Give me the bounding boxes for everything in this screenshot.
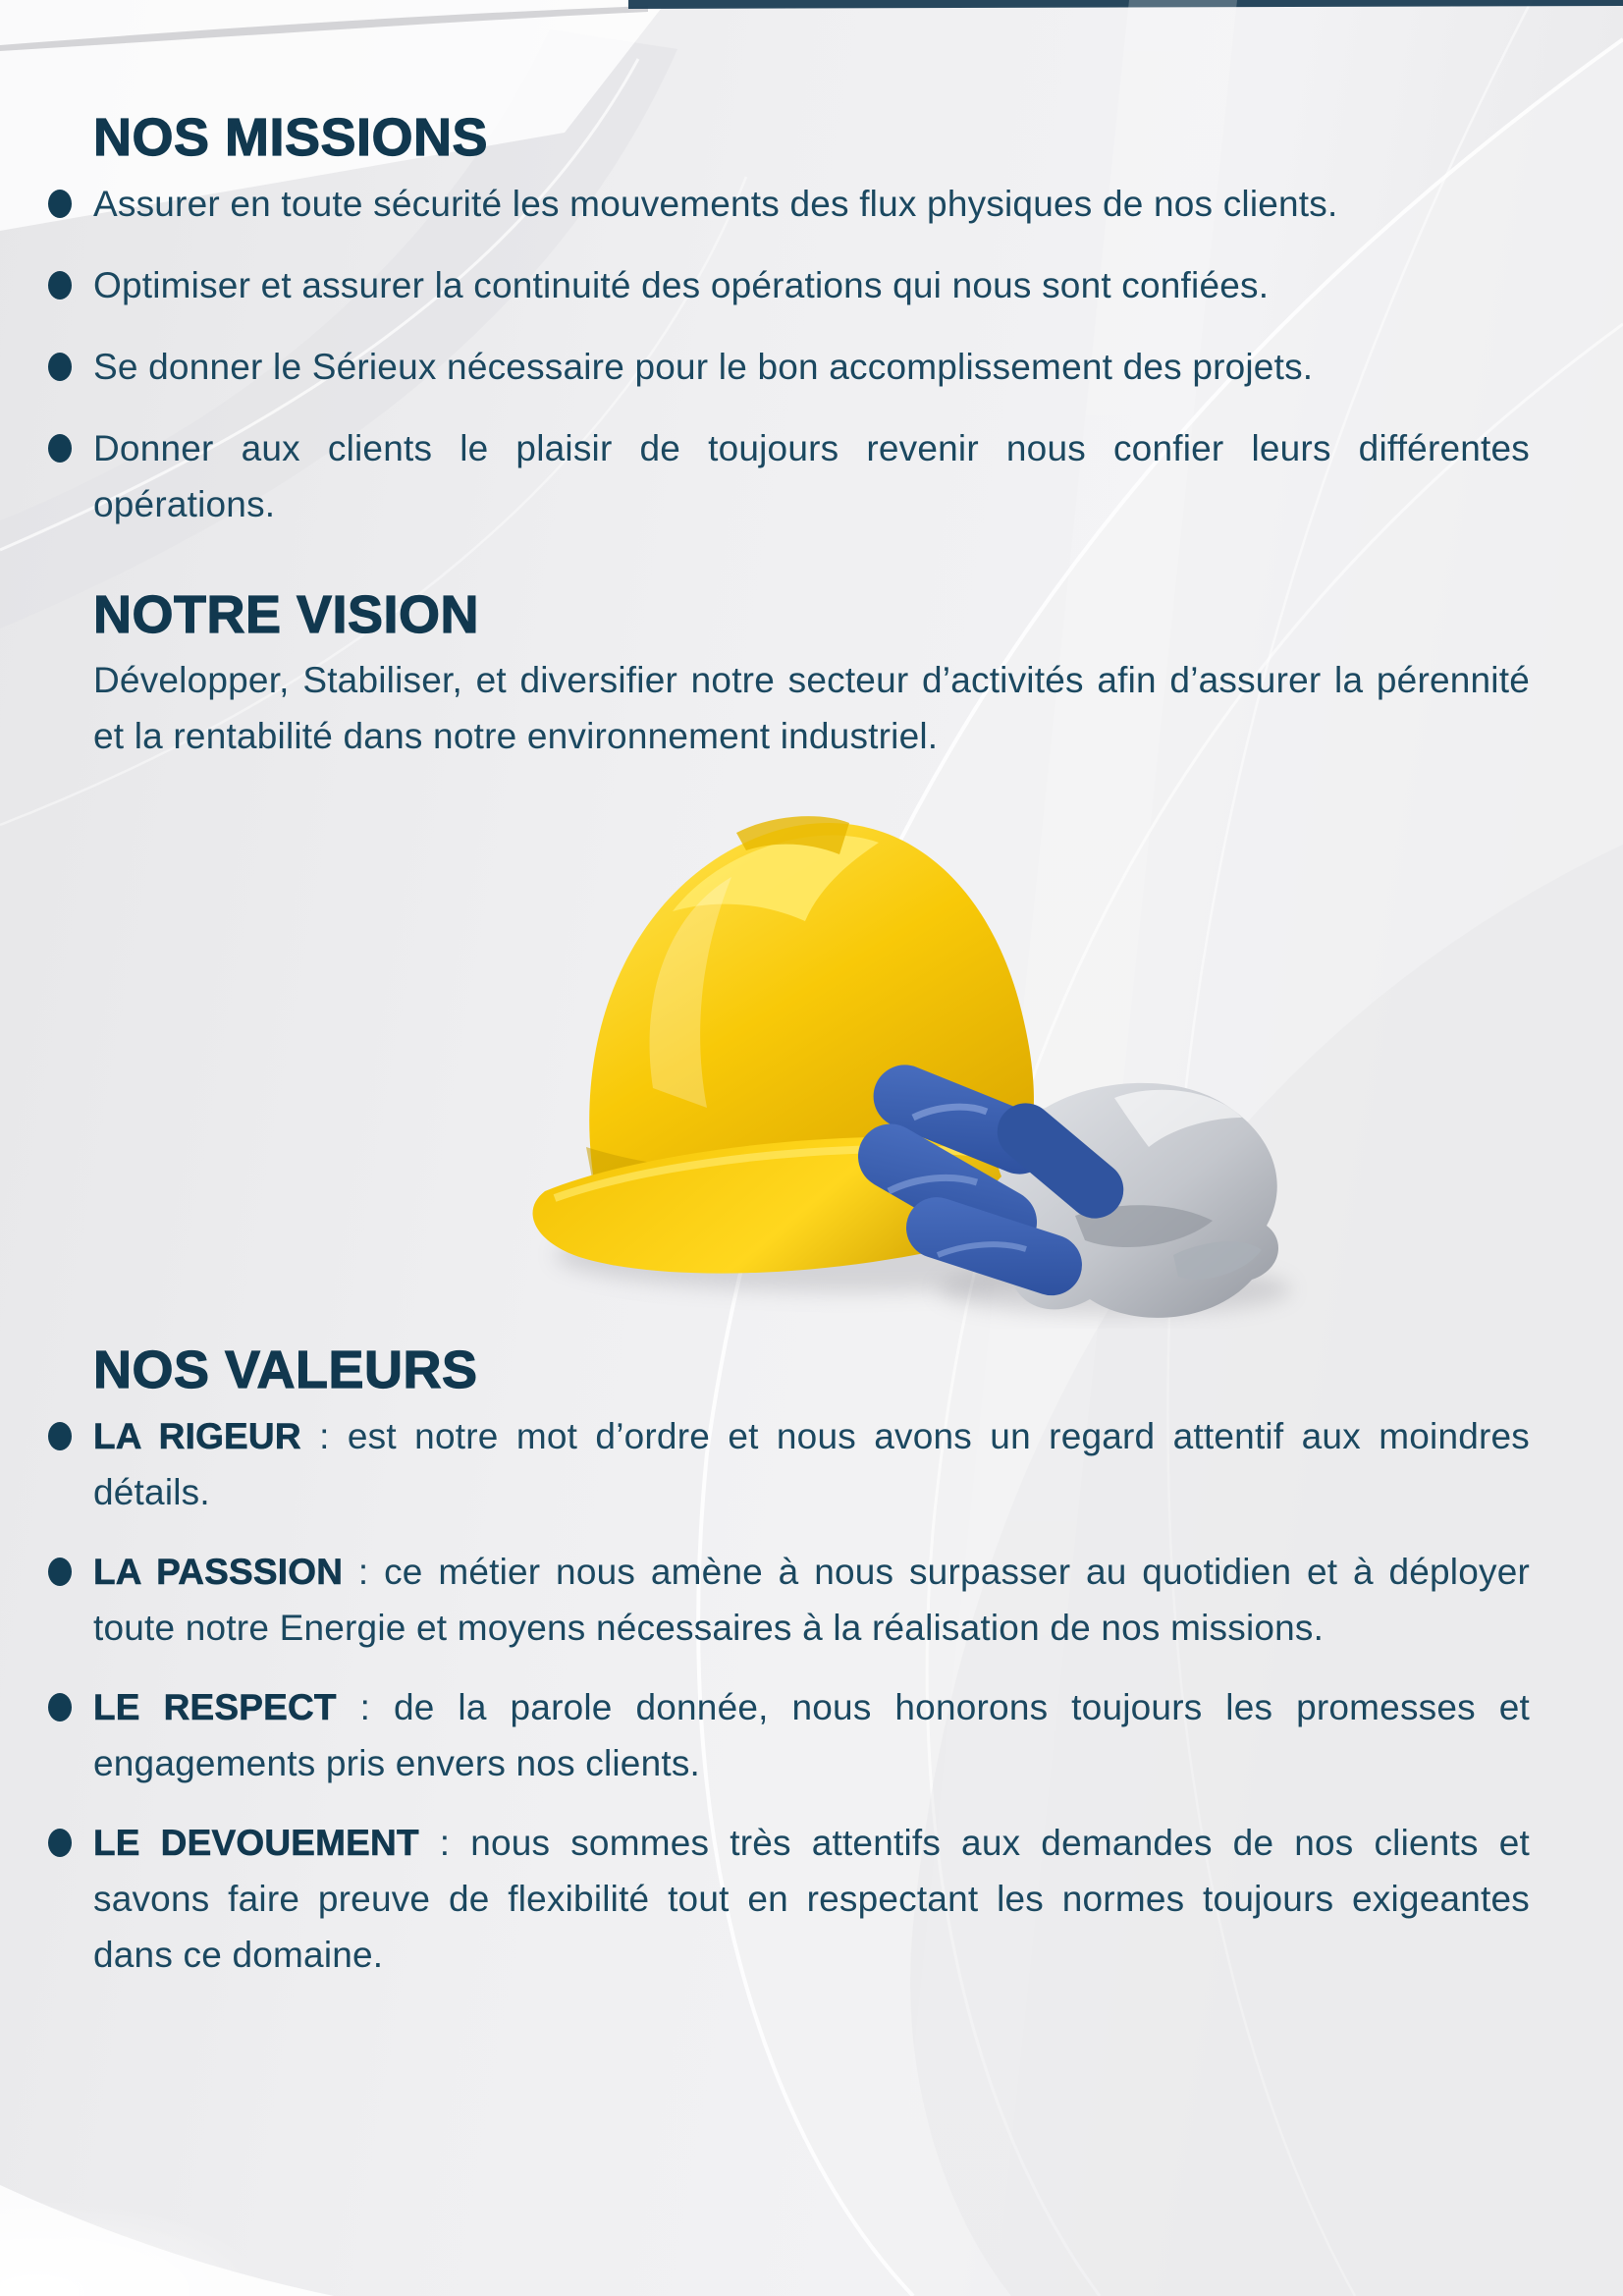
bullet-dot-icon <box>48 271 72 300</box>
bullet-dot-icon <box>48 353 72 381</box>
section-valeurs <box>93 1342 1530 1983</box>
list-item <box>93 339 1530 395</box>
valeur-lead: LE DEVOUEMENT <box>93 1823 419 1864</box>
valeur-text <box>93 1408 1530 1520</box>
mission-text: Donner aux clients le plaisir de toujours revenir nous confier leurs différentes opérations. <box>93 427 1530 524</box>
bullet-dot-icon <box>48 1422 72 1450</box>
valeurs-heading: NOS VALEURS <box>93 1340 478 1400</box>
valeur-body: : nous sommes très attentifs aux demandes de nos clients et savons faire preuve de flexibilité tout en respectant les normes toujours exigeantes dans ce domaine. <box>93 1823 1530 1976</box>
list-item <box>93 1544 1530 1656</box>
list-item <box>93 1815 1530 1983</box>
valeur-text <box>93 1815 1530 1983</box>
bullet-dot-icon <box>48 1693 72 1722</box>
section-vision <box>93 584 1530 765</box>
illustration-container <box>93 793 1530 1329</box>
valeur-body: : de la parole donnée, nous honorons toujours les promesses et engagements pris envers nos clients. <box>93 1687 1530 1784</box>
vision-paragraph: Développer, Stabiliser, et diversifier notre secteur d’activités afin d’assurer la pérennité et la rentabilité dans notre environnement industriel. <box>93 660 1530 757</box>
list-item <box>93 257 1530 313</box>
valeur-lead: LE RESPECT <box>93 1687 337 1728</box>
valeur-text <box>93 1544 1530 1656</box>
missions-heading: NOS MISSIONS <box>93 108 489 167</box>
valeur-text <box>93 1679 1530 1791</box>
valeur-body: : est notre mot d’ordre et nous avons un regard attentif aux moindres détails. <box>93 1416 1530 1513</box>
vision-heading: NOTRE VISION <box>93 584 480 644</box>
valeurs-list <box>93 1408 1530 1983</box>
bullet-dot-icon <box>48 1829 72 1857</box>
mission-text: Optimiser et assurer la continuité des opérations qui nous sont confiées. <box>93 264 1270 305</box>
mission-text: Se donner le Sérieux nécessaire pour le bon accomplissement des projets. <box>93 346 1314 387</box>
bullet-dot-icon <box>48 190 72 218</box>
valeur-body: : ce métier nous amène à nous surpasser au quotidien et à déployer toute notre Energie et moyens nécessaires à la réalisation de nos missions. <box>93 1552 1530 1649</box>
list-item <box>93 1408 1530 1520</box>
bullet-dot-icon <box>48 434 72 463</box>
list-item <box>93 420 1530 532</box>
list-item <box>93 176 1530 232</box>
list-item <box>93 1679 1530 1791</box>
valeur-lead: LA PASSSION <box>93 1552 344 1593</box>
bullet-dot-icon <box>48 1558 72 1586</box>
mission-text: Assurer en toute sécurité les mouvements des flux physiques de nos clients. <box>93 183 1338 224</box>
missions-list <box>93 176 1530 532</box>
valeur-lead: LA RIGEUR <box>93 1416 301 1457</box>
safety-helmet-gloves-illustration <box>525 793 1311 1329</box>
section-missions <box>93 110 1530 532</box>
